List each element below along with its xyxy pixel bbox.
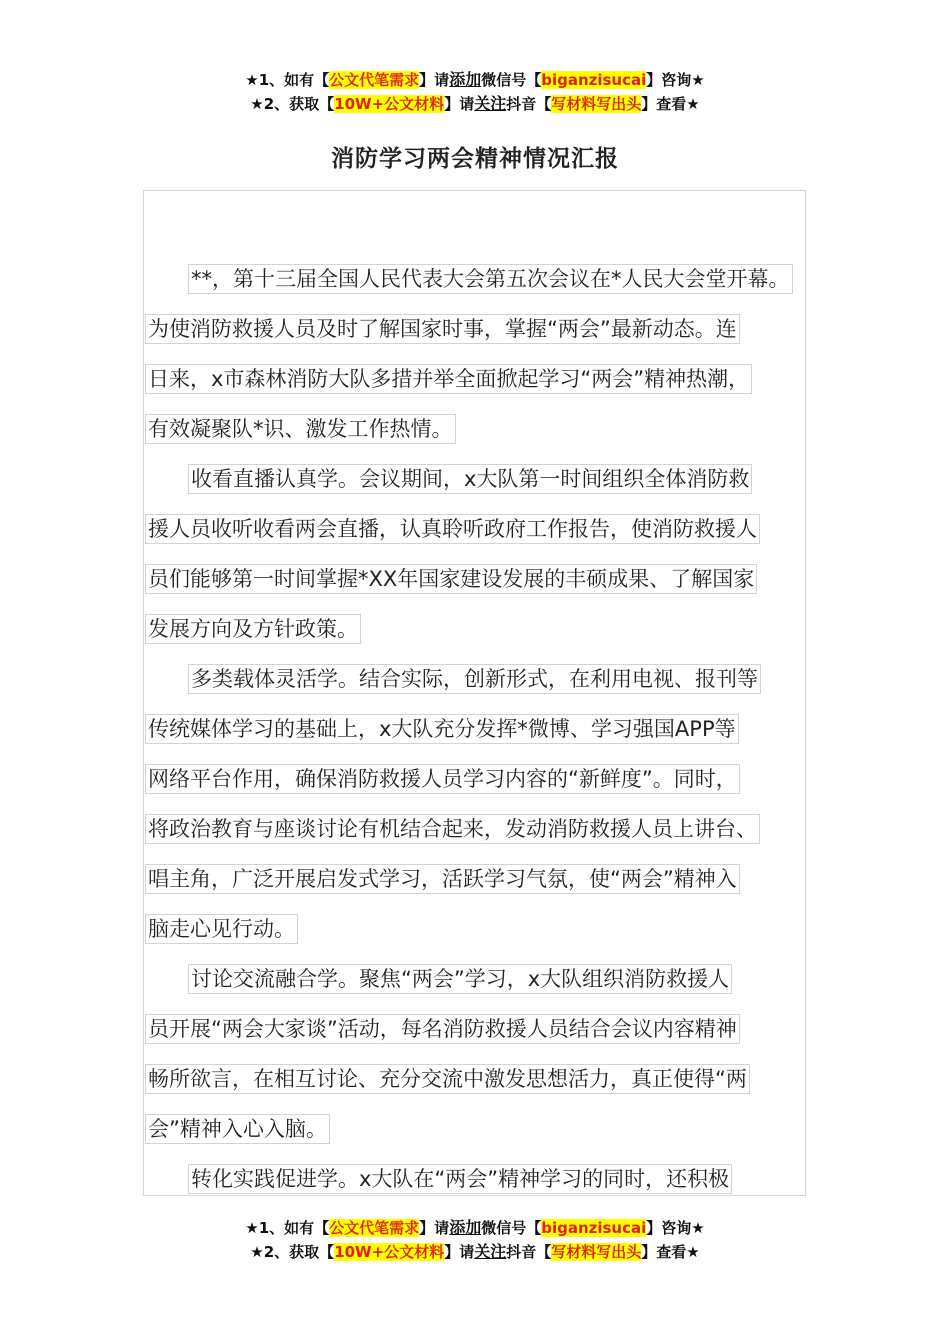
paragraph-line: 员们能够第一时间掌握*XX年国家建设发展的丰硕成果、了解国家	[145, 564, 757, 594]
paragraph-line: 为使消防救援人员及时了解国家时事，掌握“两会”最新动态。连	[145, 314, 740, 344]
banner-text: 】请	[444, 95, 475, 113]
text-line	[145, 457, 805, 507]
banner-text: ★1、如有【	[245, 71, 330, 89]
banner-highlight: biganzisucai	[541, 1219, 647, 1237]
banner-highlight: 公文代笔需求	[329, 71, 420, 89]
banner-text: 】请	[419, 1219, 450, 1237]
paragraph-line: 传统媒体学习的基础上，x大队充分发挥*微博、学习强国APP等	[145, 714, 739, 744]
banner-line-2	[0, 1240, 950, 1264]
banner-highlight: 写材料写出头	[551, 1243, 642, 1261]
banner-text: 抖音【	[506, 95, 552, 113]
paragraph-line: 援人员收听收看两会直播，认真聆听政府工作报告，使消防救援人	[145, 514, 760, 544]
text-line	[145, 657, 805, 707]
paragraph-line: 唱主角，广泛开展启发式学习，活跃学习气氛，使“两会”精神入	[145, 864, 740, 894]
banner-text: 抖音【	[506, 1243, 552, 1261]
banner-text: 】请	[444, 1243, 475, 1261]
text-line	[145, 907, 805, 957]
paragraph-line: 员开展“两会大家谈”活动，每名消防救援人员结合会议内容精神	[145, 1014, 740, 1044]
banner-text: ★2、获取【	[250, 95, 335, 113]
banner-highlight: 公文代笔需求	[329, 1219, 420, 1237]
document-title: 消防学习两会精神情况汇报	[331, 146, 619, 172]
banner-underline: 添加	[449, 70, 482, 89]
banner-underline: 添加	[449, 1218, 482, 1237]
paragraph-line: **，第十三届全国人民代表大会第五次会议在*人民大会堂开幕。	[188, 264, 793, 294]
paragraph-line: 会”精神入心入脑。	[145, 1114, 330, 1144]
text-line	[145, 1007, 805, 1057]
paragraph-line: 发展方向及方针政策。	[145, 614, 361, 644]
text-line	[145, 757, 805, 807]
banner-text: 】咨询★	[646, 71, 705, 89]
text-line	[145, 707, 805, 757]
paragraph-line: 将政治教育与座谈讨论有机结合起来，发动消防救援人员上讲台、	[145, 814, 760, 844]
paragraph-line: 畅所欲言，在相互讨论、充分交流中激发思想活力，真正使得“两	[145, 1064, 750, 1094]
paragraph-line: 网络平台作用，确保消防救援人员学习内容的“新鲜度”。同时，	[145, 764, 740, 794]
paragraph-line: 转化实践促进学。x大队在“两会”精神学习的同时，还积极	[188, 1164, 732, 1194]
banner-text: 】咨询★	[646, 1219, 705, 1237]
banner-text: 微信号【	[481, 71, 542, 89]
banner-underline: 关注	[474, 1242, 507, 1261]
text-line	[145, 857, 805, 907]
banner-text: ★1、如有【	[245, 1219, 330, 1237]
paragraph-line: 多类载体灵活学。结合实际，创新形式，在利用电视、报刊等	[188, 664, 761, 694]
banner-text: 】请	[419, 71, 450, 89]
text-line	[145, 407, 805, 457]
banner-text: ★2、获取【	[250, 1243, 335, 1261]
banner-text: 微信号【	[481, 1219, 542, 1237]
text-line	[145, 1057, 805, 1107]
text-line	[145, 1157, 805, 1207]
banner-text: 】查看★	[641, 1243, 700, 1261]
paragraph-line: 有效凝聚队*识、激发工作热情。	[145, 414, 456, 444]
top-banner	[0, 68, 950, 116]
banner-highlight: 10W+公文材料	[334, 95, 445, 113]
banner-line-1	[0, 1216, 950, 1240]
text-line	[145, 507, 805, 557]
text-line	[145, 807, 805, 857]
paragraph-line: 脑走心见行动。	[145, 914, 298, 944]
banner-highlight: 写材料写出头	[551, 95, 642, 113]
banner-line-1	[0, 68, 950, 92]
paragraph-line: 收看直播认真学。会议期间，x大队第一时间组织全体消防救	[188, 464, 752, 494]
paragraph-line: 讨论交流融合学。聚焦“两会”学习，x大队组织消防救援人	[188, 964, 732, 994]
text-line	[145, 607, 805, 657]
bottom-banner	[0, 1216, 950, 1264]
banner-highlight: biganzisucai	[541, 71, 647, 89]
paragraph-line: 日来，x市森林消防大队多措并举全面掀起学习“两会”精神热潮，	[145, 364, 752, 394]
text-line	[145, 957, 805, 1007]
text-line	[145, 357, 805, 407]
banner-line-2	[0, 92, 950, 116]
text-line	[145, 557, 805, 607]
banner-highlight: 10W+公文材料	[334, 1243, 445, 1261]
text-line	[145, 1107, 805, 1157]
text-line	[145, 257, 805, 307]
text-line	[145, 307, 805, 357]
document-body	[145, 257, 805, 1207]
banner-underline: 关注	[474, 94, 507, 113]
banner-text: 】查看★	[641, 95, 700, 113]
